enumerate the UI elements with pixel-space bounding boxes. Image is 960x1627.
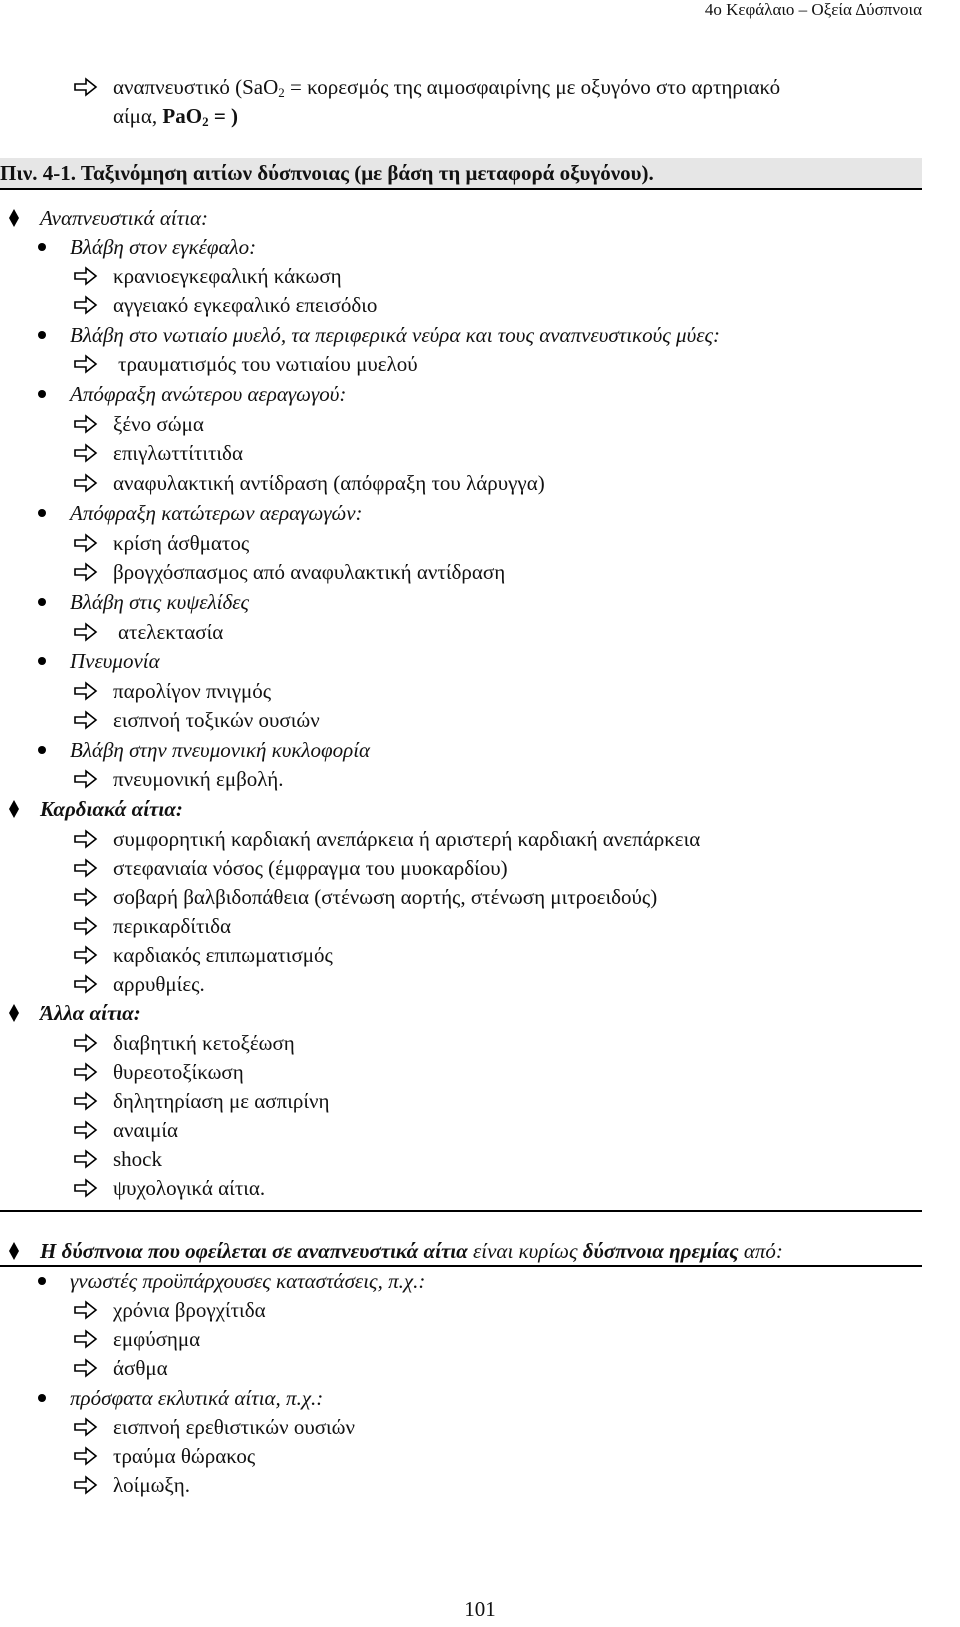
category-text: Απόφραξη κατώτερων αεραγωγών: [70, 501, 363, 525]
arrow-bullet-icon [74, 266, 98, 286]
arrow-bullet-icon [74, 1446, 98, 1466]
item-text: αγγειακό εγκεφαλικό επεισόδιο [113, 293, 378, 317]
arrow-bullet-icon [74, 562, 98, 582]
statement-text: από: [738, 1239, 783, 1263]
item-text: κρίση άσθματος [113, 531, 250, 555]
subscript: 2 [278, 85, 285, 100]
item-text: εισπνοή τοξικών ουσιών [113, 708, 320, 732]
arrow-bullet-icon [74, 414, 98, 434]
category-text: γνωστές προϋπάρχουσες καταστάσεις, π.χ.: [70, 1269, 426, 1293]
subscript: 2 [202, 114, 209, 129]
statement-underline-rule [0, 1265, 922, 1267]
item-text: ψυχολογικά αίτια. [113, 1176, 266, 1200]
running-header: 4ο Κεφάλαιο – Οξεία Δύσπνοια [704, 0, 922, 19]
pao2-label: PaO [162, 104, 203, 128]
table-caption-text: Πιν. 4-1. Ταξινόμηση αιτίων δύσπνοιας (με βάση τη μεταφορά οξυγόνου). [0, 161, 654, 185]
bullet-icon [38, 1277, 46, 1285]
arrow-bullet-icon [74, 1149, 98, 1169]
item-text: τραυματισμός του νωτιαίου μυελού [118, 352, 418, 376]
arrow-bullet-icon [74, 681, 98, 701]
statement-bold-text: Η δύσπνοια που οφείλεται σε αναπνευστικά αίτια [40, 1239, 468, 1263]
category-text: Βλάβη στο νωτιαίο μυελό, τα περιφερικά νεύρα και τους αναπνευστικούς μύες: [70, 323, 720, 347]
item-text: επιγλωττίτιτιδα [113, 441, 243, 465]
intro-text: αίμα, [113, 104, 163, 128]
item-text: αρρυθμίες. [113, 972, 205, 996]
arrow-bullet-icon [74, 622, 98, 642]
arrow-bullet-icon [74, 710, 98, 730]
heading-text: Καρδιακά αίτια: [40, 797, 183, 821]
arrow-bullet-icon [74, 1120, 98, 1140]
arrow-bullet-icon [74, 1091, 98, 1111]
arrow-bullet-icon [74, 1358, 98, 1378]
bullet-icon [38, 331, 46, 339]
arrow-bullet-icon [74, 945, 98, 965]
item-text: αναφυλακτική αντίδραση (απόφραξη του λάρυγγα) [113, 471, 545, 495]
item-text: παρολίγον πνιγμός [113, 679, 272, 703]
arrow-bullet-icon [74, 1475, 98, 1495]
item-text: εμφύσημα [113, 1327, 201, 1351]
page-number: 101 [464, 1597, 496, 1621]
intro-text: = ) [208, 104, 239, 128]
category-text: Βλάβη στην πνευμονική κυκλοφορία [70, 738, 371, 762]
arrow-bullet-icon [74, 77, 98, 97]
bullet-icon [38, 1394, 46, 1402]
diamond-bullet-icon [8, 799, 20, 819]
arrow-bullet-icon [74, 887, 98, 907]
item-text: καρδιακός επιπωματισμός [113, 943, 333, 967]
category-text: Βλάβη στον εγκέφαλο: [70, 235, 257, 259]
bullet-icon [38, 243, 46, 251]
item-text: shock [113, 1147, 162, 1171]
arrow-bullet-icon [74, 769, 98, 789]
bullet-icon [38, 746, 46, 754]
item-text: συμφορητική καρδιακή ανεπάρκεια ή αριστερή καρδιακή ανεπάρκεια [113, 827, 701, 851]
heading-text: Άλλα αίτια: [40, 1001, 141, 1025]
arrow-bullet-icon [74, 443, 98, 463]
item-text: λοίμωξη. [113, 1473, 191, 1497]
arrow-bullet-icon [74, 916, 98, 936]
arrow-bullet-icon [74, 1300, 98, 1320]
arrow-bullet-icon [74, 1062, 98, 1082]
arrow-bullet-icon [74, 1033, 98, 1053]
arrow-bullet-icon [74, 858, 98, 878]
arrow-bullet-icon [74, 1329, 98, 1349]
bullet-icon [38, 657, 46, 665]
heading-text: Αναπνευστικά αίτια: [40, 206, 209, 230]
arrow-bullet-icon [74, 974, 98, 994]
intro-text: = κορεσμός της αιμοσφαιρίνης με οξυγόνο στο αρτηριακό [284, 75, 781, 99]
statement-text: είναι κυρίως [467, 1239, 583, 1263]
table-bottom-rule [0, 1210, 922, 1212]
arrow-bullet-icon [74, 1178, 98, 1198]
diamond-bullet-icon [8, 1003, 20, 1023]
arrow-bullet-icon [74, 1417, 98, 1437]
item-text: χρόνια βρογχίτιδα [113, 1298, 266, 1322]
item-text: αναιμία [113, 1118, 179, 1142]
bullet-icon [38, 390, 46, 398]
arrow-bullet-icon [74, 473, 98, 493]
item-text: εισπνοή ερεθιστικών ουσιών [113, 1415, 356, 1439]
item-text: διαβητική κετοξέωση [113, 1031, 295, 1055]
item-text: άσθμα [113, 1356, 168, 1380]
category-text: Απόφραξη ανώτερου αεραγωγού: [70, 382, 347, 406]
arrow-bullet-icon [74, 829, 98, 849]
item-text: βρογχόσπασμος από αναφυλακτική αντίδραση [113, 560, 506, 584]
item-text: στεφανιαία νόσος (έμφραγμα του μυοκαρδίου) [113, 856, 508, 880]
item-text: κρανιοεγκεφαλική κάκωση [113, 264, 342, 288]
item-text: περικαρδίτιδα [113, 914, 231, 938]
arrow-bullet-icon [74, 354, 98, 374]
diamond-bullet-icon [8, 1241, 20, 1261]
category-text: Πνευμονία [70, 649, 160, 673]
diamond-bullet-icon [8, 208, 20, 228]
bullet-icon [38, 509, 46, 517]
item-text: τραύμα θώρακος [113, 1444, 256, 1468]
item-text: θυρεοτοξίκωση [113, 1060, 244, 1084]
category-text: πρόσφατα εκλυτικά αίτια, π.χ.: [70, 1386, 324, 1410]
arrow-bullet-icon [74, 533, 98, 553]
category-text: Βλάβη στις κυψελίδες [70, 590, 250, 614]
arrow-bullet-icon [74, 295, 98, 315]
item-text: ξένο σώμα [113, 412, 204, 436]
item-text: δηλητηρίαση με ασπιρίνη [113, 1089, 330, 1113]
bullet-icon [38, 598, 46, 606]
item-text: ατελεκτασία [118, 620, 224, 644]
item-text: σοβαρή βαλβιδοπάθεια (στένωση αορτής, στένωση μιτροειδούς) [113, 885, 658, 909]
item-text: πνευμονική εμβολή. [113, 767, 284, 791]
statement-bold-text: δύσπνοια ηρεμίας [582, 1239, 739, 1263]
intro-text: αναπνευστικό (SaO [113, 75, 279, 99]
